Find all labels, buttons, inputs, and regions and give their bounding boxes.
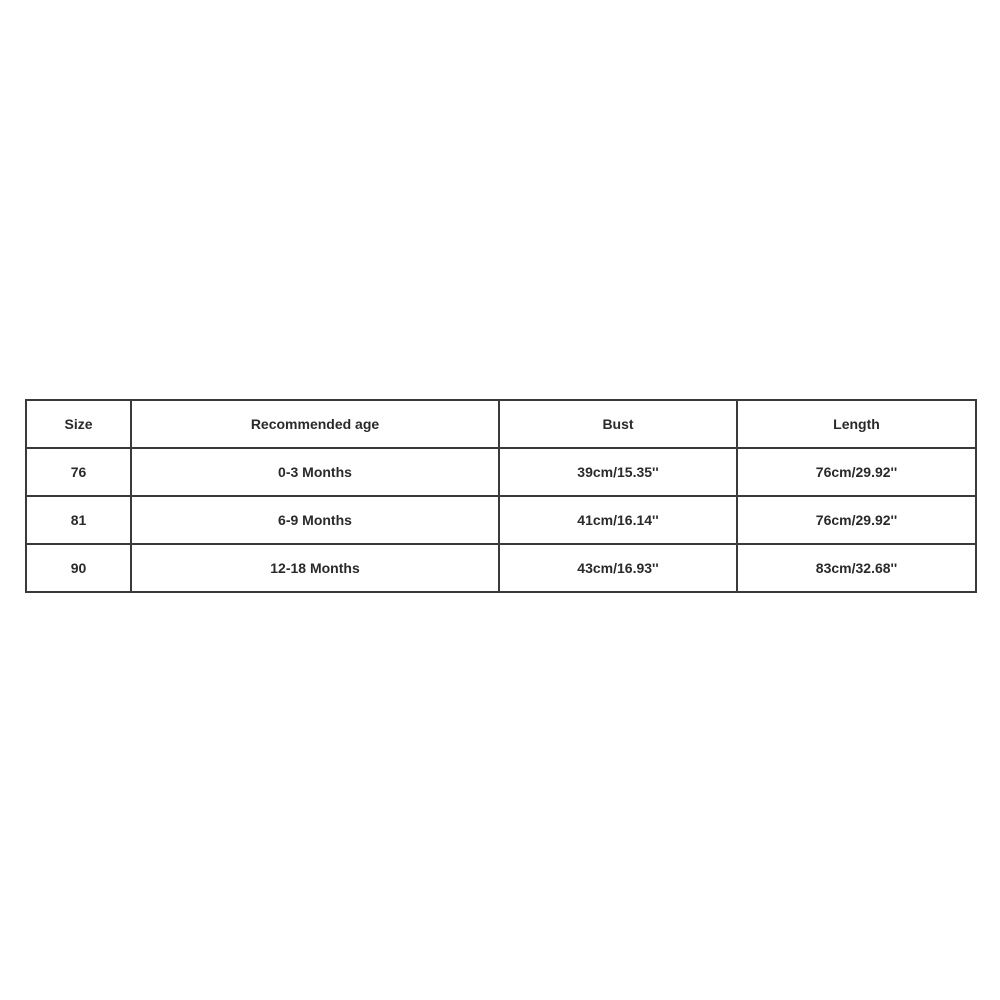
header-size: Size xyxy=(26,400,131,448)
table-row xyxy=(26,544,976,592)
cell-recommended-age: 6-9 Months xyxy=(131,496,499,544)
cell-length: 83cm/32.68'' xyxy=(737,544,976,592)
cell-size: 90 xyxy=(26,544,131,592)
cell-length: 76cm/29.92'' xyxy=(737,448,976,496)
cell-size: 81 xyxy=(26,496,131,544)
header-bust: Bust xyxy=(499,400,737,448)
header-recommended-age: Recommended age xyxy=(131,400,499,448)
cell-recommended-age: 12-18 Months xyxy=(131,544,499,592)
cell-recommended-age: 0-3 Months xyxy=(131,448,499,496)
header-length: Length xyxy=(737,400,976,448)
cell-size: 76 xyxy=(26,448,131,496)
table-header-row xyxy=(26,400,976,448)
cell-length: 76cm/29.92'' xyxy=(737,496,976,544)
size-chart-table xyxy=(25,399,977,593)
cell-bust: 41cm/16.14'' xyxy=(499,496,737,544)
cell-bust: 43cm/16.93'' xyxy=(499,544,737,592)
table-row xyxy=(26,448,976,496)
table-row xyxy=(26,496,976,544)
cell-bust: 39cm/15.35'' xyxy=(499,448,737,496)
